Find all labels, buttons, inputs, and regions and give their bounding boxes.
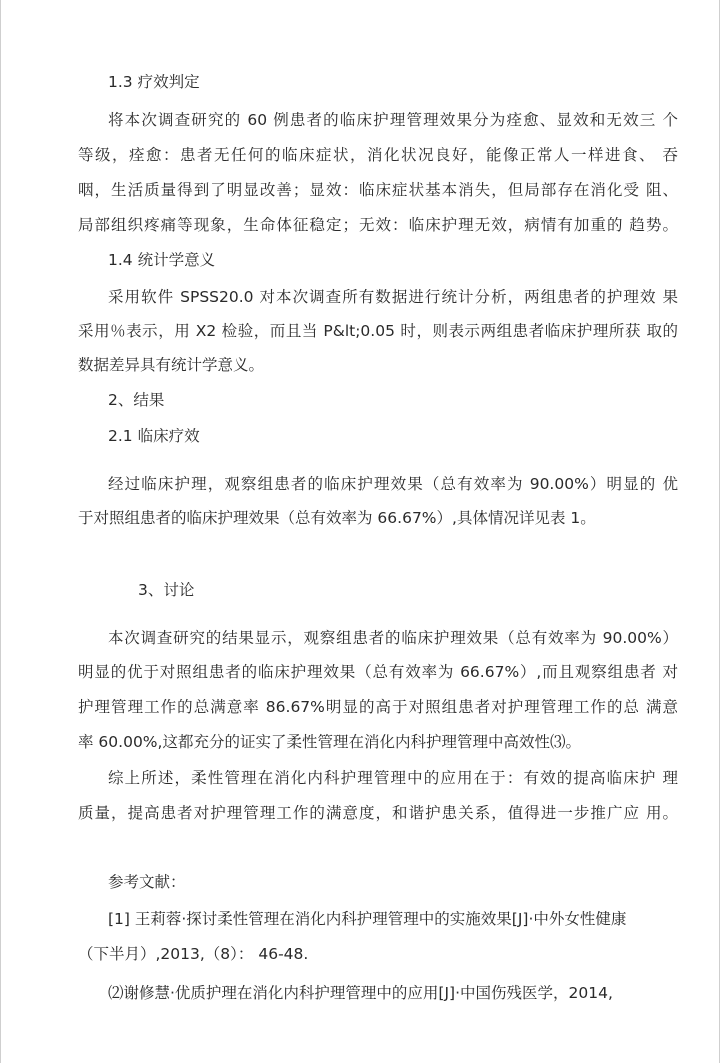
paragraph-line: 将本次调查研究的 60 例患者的临床护理管理效果分为痊愈、显效和无效三 个 (108, 111, 678, 129)
paragraph-line: 护理管理工作的总满意率 86.67%明显的高于对照组患者对护理管理工作的总 满意 (78, 698, 678, 716)
reference-item: ⑵谢修慧·优质护理在消化内科护理管理中的应用[J]·中国伤残医学，2014, (108, 984, 613, 1002)
paragraph-line: 质量，提高患者对护理管理工作的满意度，和谐护患关系，值得进一步推广应 用。 (78, 804, 678, 822)
paragraph-line: 率 60.00%,这都充分的证实了柔性管理在消化内科护理管理中高效性⑶。 (78, 733, 581, 751)
section-heading-2: 2、结果 (108, 391, 165, 409)
paragraph-line: 采用％表示，用 X2 检验，而且当 P&lt;0.05 时，则表示两组患者临床护理所获 取的 (78, 322, 678, 340)
reference-item-continued: （下半月）,2013,（8）： 46-48. (78, 945, 309, 963)
paragraph-line: 局部组织疼痛等现象，生命体征稳定；无效：临床护理无效，病情有加重的 趋势。 (78, 216, 678, 234)
paragraph-line: 明显的优于对照组患者的临床护理效果（总有效率为 66.67%）,而且观察组患者 对 (78, 663, 678, 681)
references-heading: 参考文献： (108, 873, 186, 891)
paragraph-line: 经过临床护理，观察组患者的临床护理效果（总有效率为 90.00%）明显的 优 (108, 475, 678, 493)
section-heading-1-4: 1.4 统计学意义 (108, 251, 216, 269)
paragraph-line: 于对照组患者的临床护理效果（总有效率为 66.67%）,具体情况详见表 1。 (78, 509, 596, 527)
section-heading-3: 3、讨论 (138, 581, 195, 599)
page-edge-left (0, 0, 1, 1063)
section-heading-2-1: 2.1 临床疗效 (108, 427, 200, 445)
section-heading-1-3: 1.3 疗效判定 (108, 73, 200, 91)
paragraph-line: 综上所述，柔性管理在消化内科护理管理中的应用在于：有效的提高临床护 理 (108, 769, 678, 787)
paragraph-line: 数据差异具有统计学意义。 (78, 356, 265, 374)
paragraph-line: 等级，痊愈：患者无任何的临床症状，消化状况良好，能像正常人一样进食、 吞 (78, 146, 678, 164)
paragraph-line: 本次调查研究的结果显示，观察组患者的临床护理效果（总有效率为 90.00%） (108, 629, 678, 647)
paragraph-line: 咽，生活质量得到了明显改善；显效：临床症状基本消失，但局部存在消化受 阻、 (78, 181, 678, 199)
paragraph-line: 采用软件 SPSS20.0 对本次调查所有数据进行统计分析，两组患者的护理效 果 (108, 288, 678, 306)
reference-item: [1] 王莉蓉·探讨柔性管理在消化内科护理管理中的实施效果[J]·中外女性健康 (108, 910, 627, 928)
